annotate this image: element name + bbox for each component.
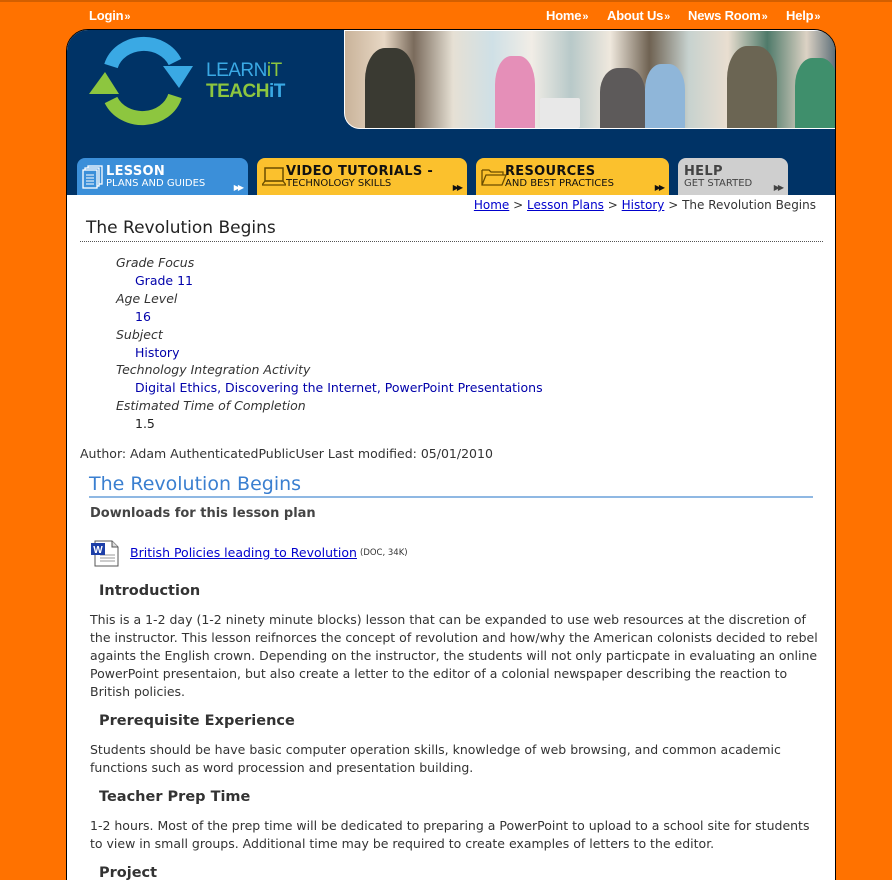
photo-figure: [727, 46, 777, 128]
meta-value-grade-focus[interactable]: Grade 11: [135, 272, 193, 288]
logo-it: iT: [268, 81, 285, 102]
breadcrumb-current: The Revolution Begins: [682, 198, 816, 212]
double-arrow-icon: ▶▶: [452, 183, 461, 192]
about-label: About Us: [607, 8, 664, 23]
tab-video-tutorials[interactable]: [257, 158, 467, 195]
word-doc-icon[interactable]: [90, 540, 121, 567]
breadcrumb-separator: >: [668, 198, 679, 212]
photo-laptop: [540, 98, 580, 128]
photo-figure: [365, 48, 415, 128]
raquo-icon: »: [761, 11, 768, 23]
tab-title: LESSON: [106, 164, 166, 179]
header-photo-banner: [344, 30, 836, 129]
breadcrumb-lesson-plans[interactable]: Lesson Plans: [527, 198, 604, 212]
download-link[interactable]: British Policies leading to Revolution: [130, 545, 357, 560]
lesson-metadata: [116, 254, 543, 433]
main-tabs: [77, 158, 836, 195]
top-nav: [0, 0, 892, 30]
meta-label-estimated-time: Estimated Time of Completion: [116, 398, 306, 414]
tab-resources[interactable]: [476, 158, 669, 195]
laptop-icon: [262, 167, 286, 187]
breadcrumb: [474, 198, 816, 212]
news-label: News Room: [688, 8, 761, 23]
breadcrumb-separator: >: [607, 198, 618, 212]
document-stack-icon: [82, 165, 104, 189]
home-link[interactable]: [546, 8, 588, 23]
download-size: (DOC, 34K): [360, 548, 408, 558]
meta-label-grade-focus: Grade Focus: [116, 255, 195, 270]
section-heading-project: Project: [99, 865, 158, 880]
tab-title: VIDEO TUTORIALS -: [286, 164, 434, 179]
breadcrumb-home[interactable]: Home: [473, 198, 510, 212]
page-shell: [66, 29, 836, 880]
tab-title: RESOURCES: [505, 164, 596, 179]
raquo-icon: »: [124, 11, 131, 23]
tab-lesson-plans[interactable]: [77, 158, 248, 195]
svg-text:W: W: [93, 545, 103, 556]
photo-figure: [645, 64, 685, 128]
logo-teach-it: [206, 81, 285, 103]
raquo-icon: »: [582, 11, 589, 23]
downloads-heading: Downloads for this lesson plan: [90, 506, 316, 521]
double-arrow-icon: ▶▶: [773, 183, 782, 192]
author-line: Author: Adam AuthenticatedPublicUser Last modified: 05/01/2010: [80, 446, 493, 461]
double-arrow-icon: ▶▶: [654, 183, 663, 192]
logo-teach: TEACH: [206, 81, 269, 102]
meta-value-estimated-time: 1.5: [135, 416, 155, 432]
logo-learn-it: [206, 60, 282, 82]
tab-subtitle: AND BEST PRACTICES: [505, 178, 614, 189]
logo-learn: LEARN: [206, 60, 267, 81]
raquo-icon: »: [664, 11, 671, 23]
photo-figure: [495, 56, 535, 128]
tab-subtitle: TECHNOLOGY SKILLS: [286, 178, 392, 189]
tab-subtitle: GET STARTED: [684, 178, 753, 189]
about-us-link[interactable]: [607, 8, 670, 23]
photo-figure: [795, 58, 836, 128]
section-body-introduction: This is a 1-2 day (1-2 ninety minute blocks) lesson that can be expanded to use web resources at the discretion of the instructor. This lesson reifnorces the concept of revolution and how/why the American colonists decided to rebel againts the English crown. Depending on the instructor, the students will not only particpate in evaluating an online PowerPoint presentaion, but also create a letter to the editor of a colonial newspaper describing the reaction to British policies.: [90, 612, 818, 699]
folder-icon: [481, 167, 507, 187]
tab-help[interactable]: [678, 158, 788, 195]
meta-label-subject: Subject: [116, 326, 163, 342]
section-body-prerequisite: Students should be have basic computer operation skills, knowledge of web browsing, and common academic functions such as word procession and presentation building.: [90, 742, 781, 775]
page-title: The Revolution Begins: [80, 218, 823, 242]
meta-label-age-level: Age Level: [116, 290, 178, 306]
meta-value-subject[interactable]: History: [135, 344, 180, 360]
photo-figure: [600, 68, 645, 128]
help-label: Help: [786, 8, 814, 23]
site-header: [67, 30, 836, 195]
meta-label-technology-activity: Technology Integration Activity: [116, 362, 311, 378]
meta-value-age-level[interactable]: 16: [135, 308, 151, 324]
meta-value-technology-activity[interactable]: Digital Ethics, Discovering the Internet, PowerPoint Presentations: [135, 380, 543, 396]
tab-subtitle: PLANS AND GUIDES: [106, 178, 206, 189]
news-room-link[interactable]: [688, 8, 768, 23]
login-link[interactable]: [89, 8, 130, 23]
login-label: Login: [89, 8, 124, 23]
home-label: Home: [546, 8, 582, 23]
cycle-arrows-logo-icon[interactable]: [83, 36, 203, 126]
breadcrumb-history[interactable]: History: [621, 198, 665, 212]
section-heading-prerequisite: Prerequisite Experience: [99, 713, 295, 729]
raquo-icon: »: [814, 11, 821, 23]
lesson-plan-title: The Revolution Begins: [89, 472, 813, 498]
logo-it: iT: [266, 60, 282, 81]
section-heading-teacher-prep: Teacher Prep Time: [99, 789, 251, 805]
breadcrumb-separator: >: [513, 198, 524, 212]
tab-title: HELP: [684, 164, 723, 179]
section-heading-introduction: Introduction: [99, 583, 201, 599]
double-arrow-icon: ▶▶: [233, 183, 242, 192]
help-link[interactable]: [786, 8, 820, 23]
section-body-teacher-prep: 1-2 hours. Most of the prep time will be dedicated to preparing a PowerPoint to upload to a school site for students to view in small groups. Additional time may be required to create examples of letters to the editor.: [90, 818, 810, 851]
